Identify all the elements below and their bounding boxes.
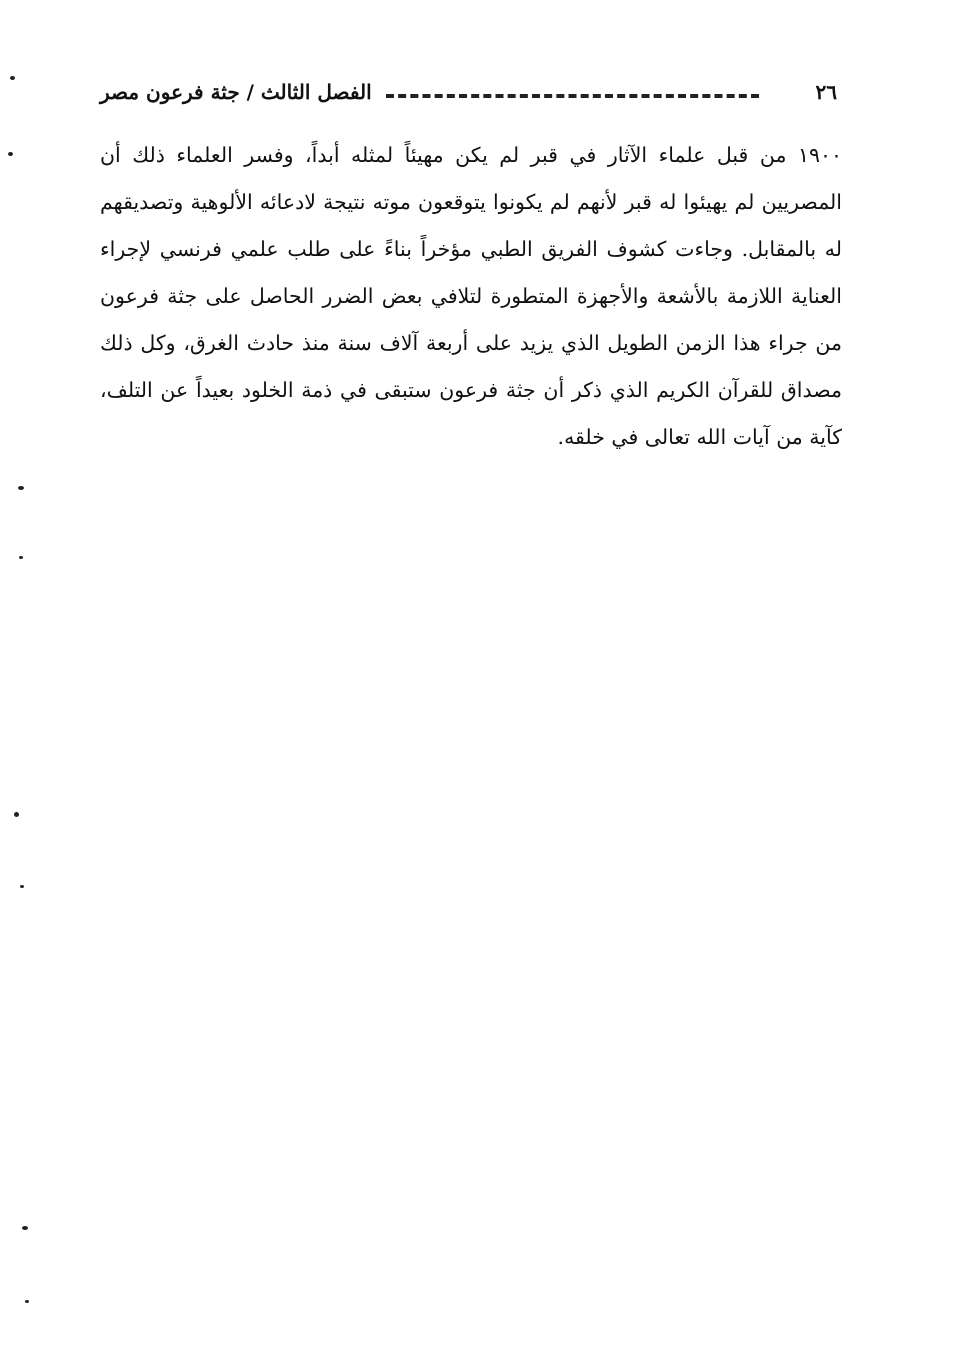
scan-speck (22, 1226, 28, 1230)
header-leader-dots (386, 94, 759, 98)
paragraph: ١٩٠٠ من قبل علماء الآثار في قبر لم يكن مهيئاً لمثله أبداً، وفسر العلماء ذلك أن المصريين لم يهيئوا له قبر لأنهم لم يكونوا يتوقعون موته نتيجة لادعائه الألوهية وتصديقهم له بالمقابل. وجاءت كشوف الفريق الطبي مؤخراً بناءً على طلب علمي فرنسي لإجراء العناية اللازمة بالأشعة والأجهزة المتطورة لتلافي بعض الضرر الحاصل على جثة فرعون من جراء هذا الزمن الطويل الذي يزيد على أربعة آلاف سنة منذ حادث الغرق، وكل ذلك مصداق للقرآن الكريم الذي ذكر أن جثة فرعون ستبقى في ذمة الخلود بعيداً عن التلف، كآية من آيات الله تعالى في خلقه. (100, 143, 842, 449)
scan-speck (10, 76, 15, 80)
scan-speck (8, 152, 13, 156)
scan-speck (19, 556, 23, 559)
scan-speck (25, 1300, 29, 1303)
scan-speck (18, 486, 24, 490)
scan-speck (14, 812, 19, 817)
page-number: ٢٦ (815, 80, 837, 104)
body-text (100, 132, 842, 461)
chapter-title: الفصل الثالث / جثة فرعون مصر (100, 80, 372, 104)
page-header (100, 72, 845, 112)
scan-speck (20, 885, 24, 888)
